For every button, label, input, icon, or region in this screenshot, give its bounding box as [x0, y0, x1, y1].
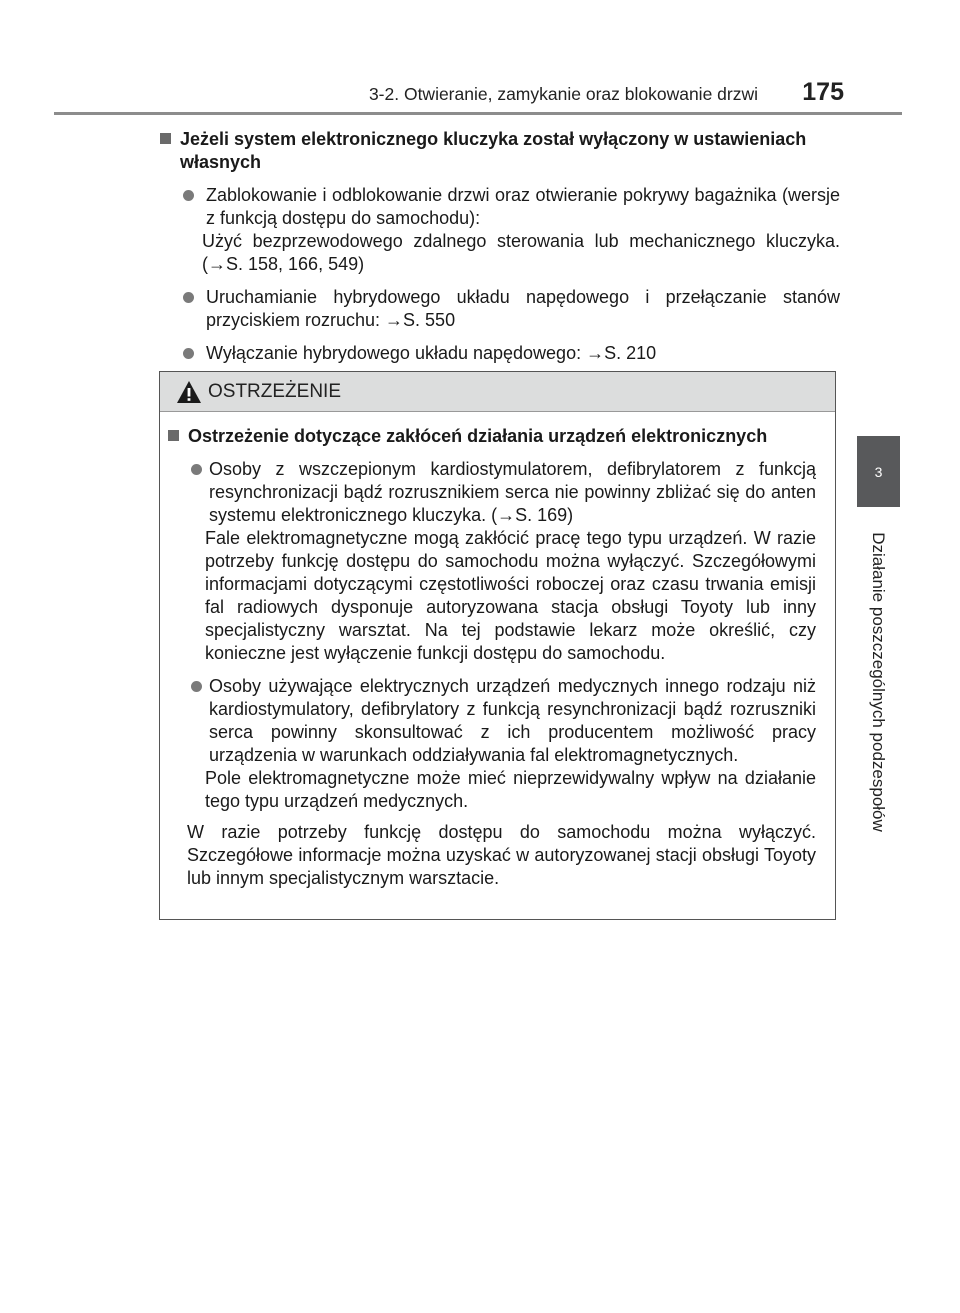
warning-box [159, 371, 836, 920]
list-item [160, 286, 840, 332]
page-header [356, 78, 846, 108]
chapter-number: 3 [874, 464, 883, 480]
list-item-text: Osoby używające elektrycznych urządzeń medycznych innego rodzaju niż kardiostymulatory, defibrylatory z funkcją resynchronizacji bądź rozruszniki serca powinny skonsultować z ich producentem możliwość pracy urządzenia w warunkach oddziaływania fal elektromagnetycznych. [209, 676, 816, 765]
page-number: 175 [802, 78, 844, 106]
main-content [160, 128, 840, 365]
warning-triangle-icon [176, 380, 202, 404]
list-item-subtext: Pole elektromagnetyczne może mieć nieprzewidywalny wpływ na działanie tego typu urządzeń medycznych. [205, 768, 816, 811]
list-item [160, 342, 840, 365]
list-item [168, 458, 816, 665]
list-item [160, 184, 840, 276]
square-bullet-icon [160, 133, 171, 144]
warning-heading-text: Ostrzeżenie dotyczące zakłóceń działania urządzeń elektronicznych [188, 426, 768, 446]
chapter-tab [857, 436, 900, 507]
list-item [168, 675, 816, 813]
section-heading-text: Jeżeli system elektronicznego kluczyka został wyłączony w ustawieniach własnych [180, 129, 807, 172]
circle-bullet-icon [183, 292, 194, 303]
warning-closing-text: W razie potrzeby funkcję dostępu do samochodu można wyłączyć. Szczegółowe informacje można uzyskać w autoryzowanej stacji obsługi Toyoty lub innym specjalistycznym warsztacie. [187, 822, 816, 888]
warning-header [160, 372, 835, 412]
section-title: 3-2. Otwieranie, zamykanie oraz blokowanie drzwi [368, 84, 758, 104]
square-bullet-icon [168, 430, 179, 441]
chapter-title-vertical: Działanie poszczególnych podzespołów [869, 532, 888, 832]
list-item-subtext: Użyć bezprzewodowego zdalnego sterowania lub mechanicznego kluczyka. (→S. 158, 166, 549) [202, 231, 840, 274]
warning-body [160, 412, 835, 890]
section-heading [160, 128, 840, 174]
list-item-text: Uruchamianie hybrydowego układu napędowego i przełączanie stanów przyciskiem rozruchu: →S. 550 [206, 287, 840, 330]
circle-bullet-icon [191, 464, 202, 475]
list-item-text: Wyłączanie hybrydowego układu napędowego: →S. 210 [206, 343, 657, 363]
warning-title: OSTRZEŻENIE [208, 381, 342, 402]
list-item-text: Zablokowanie i odblokowanie drzwi oraz otwieranie pokrywy bagażnika (wersje z funkcją dostępu do samochodu): [206, 185, 840, 228]
circle-bullet-icon [183, 348, 194, 359]
header-rule [54, 112, 902, 115]
list-item-subtext: Fale elektromagnetyczne mogą zakłócić pracę tego typu urządzeń. W razie potrzeby funkcję dostępu do samochodu można wyłączyć. Szczegółowymi informacjami dotyczącymi częstotliwości roboczej oraz czasu trwania emisji fal radiowych dysponuje autoryzowana stacja obsługi Toyoty lub inny specjalistyczny warsztat. Na tej podstawie lekarz może określić, czy konieczne jest wyłączenie funkcji dostępu do samochodu. [205, 528, 816, 663]
warning-heading [168, 425, 816, 448]
list-item-text: Osoby z wszczepionym kardiostymulatorem, defibrylatorem z funkcją resynchronizacji bądź rozrusznikiem serca nie powinny zbliżać się do anten systemu elektronicznego kluczyka. (→S. 169) [209, 459, 816, 525]
circle-bullet-icon [183, 190, 194, 201]
circle-bullet-icon [191, 681, 202, 692]
